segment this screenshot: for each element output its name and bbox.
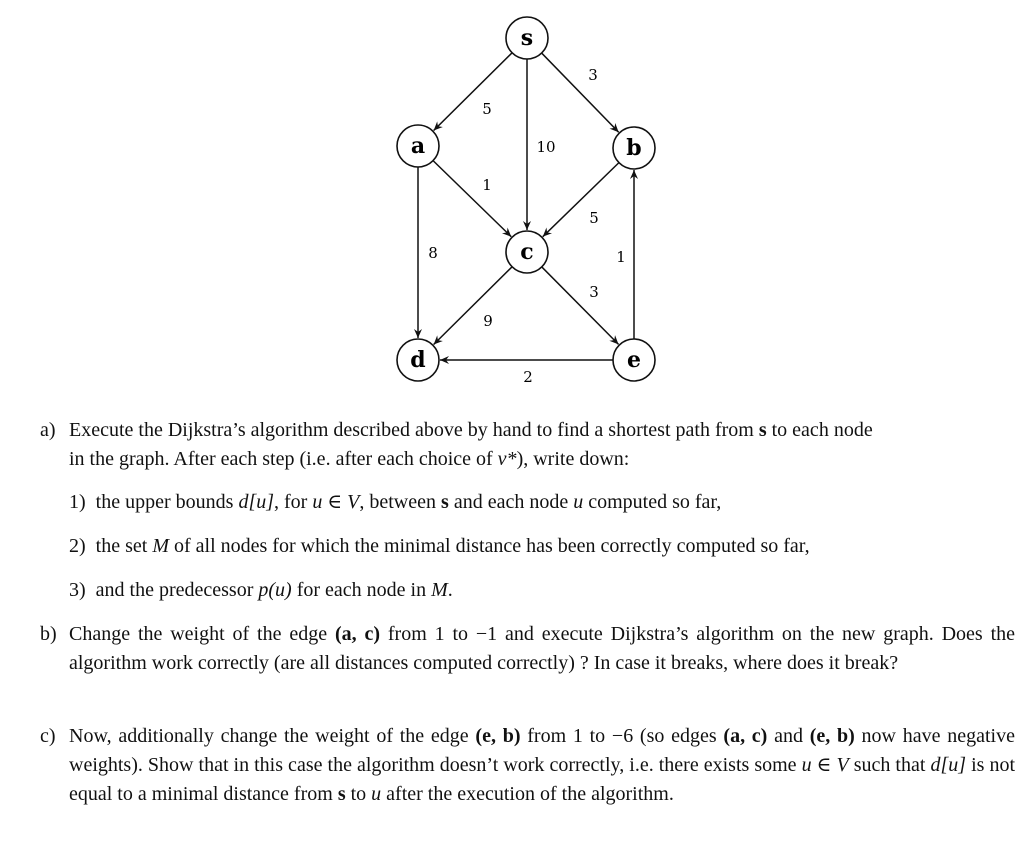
node-label-d: d xyxy=(410,347,426,373)
question-c-letter: c) xyxy=(40,725,56,747)
question-c-text: Now, additionally change the weight of the edge (e, b) from 1 to −6 (so edges (a, c) and (e, b) now have negative weights). Show that in this case the algorithm doesn’t work correctly, i.e. there exists some u ∈ V such that d[u] is not equal to a minimal distance from s to u after the execution of the algorithm. xyxy=(69,725,1015,805)
node-label-b: b xyxy=(626,135,642,161)
question-a-item-2: 2) the set M of all nodes for which the minimal distance has been correctly computed so far, xyxy=(69,535,810,557)
question-a-text: Execute the Dijkstra’s algorithm described above by hand to find a shortest path from s to each node in the graph. After each step (i.e. after each choice of v*), write down: xyxy=(69,419,873,470)
question-b-letter: b) xyxy=(40,623,57,645)
question-a-item-1: 1) the upper bounds d[u], for u ∈ V, between s and each node u computed so far, xyxy=(69,491,722,513)
edge-weight-a-c: 1 xyxy=(482,176,492,194)
node-label-e: e xyxy=(627,347,641,373)
edge-c-d xyxy=(434,267,512,345)
edge-weight-s-b: 3 xyxy=(588,66,598,84)
node-a xyxy=(397,125,439,167)
edge-c-e xyxy=(542,267,619,344)
edge-s-b xyxy=(542,53,619,132)
node-s xyxy=(506,17,548,59)
question-a-item-3: 3) and the predecessor p(u) for each node in M. xyxy=(69,579,453,601)
edge-weight-a-d: 8 xyxy=(428,244,438,262)
edge-weight-e-d: 2 xyxy=(523,368,533,386)
node-e xyxy=(613,339,655,381)
node-label-s: s xyxy=(520,25,534,51)
edge-weight-c-e: 3 xyxy=(589,283,599,301)
question-a-letter: a) xyxy=(40,419,56,441)
edge-weight-s-a: 5 xyxy=(482,100,492,118)
edge-s-a xyxy=(434,53,512,131)
question-b-text: Change the weight of the edge (a, c) from 1 to −1 and execute Dijkstra’s algorithm on the new graph. Does the algorithm work correctly (are all distances computed correctly) ? In case it breaks, where does it break? xyxy=(69,623,1016,674)
edge-weight-b-c: 5 xyxy=(589,209,599,227)
graph-diagram xyxy=(0,0,1024,400)
edge-a-c xyxy=(433,161,511,237)
node-d xyxy=(397,339,439,381)
node-c xyxy=(506,231,548,273)
node-label-a: a xyxy=(410,133,426,159)
edge-weight-c-d: 9 xyxy=(483,312,493,330)
edge-weight-e-b: 1 xyxy=(616,248,626,266)
edge-b-c xyxy=(543,163,619,237)
node-label-c: c xyxy=(520,239,534,265)
edge-weight-s-c: 10 xyxy=(536,138,556,156)
node-b xyxy=(613,127,655,169)
